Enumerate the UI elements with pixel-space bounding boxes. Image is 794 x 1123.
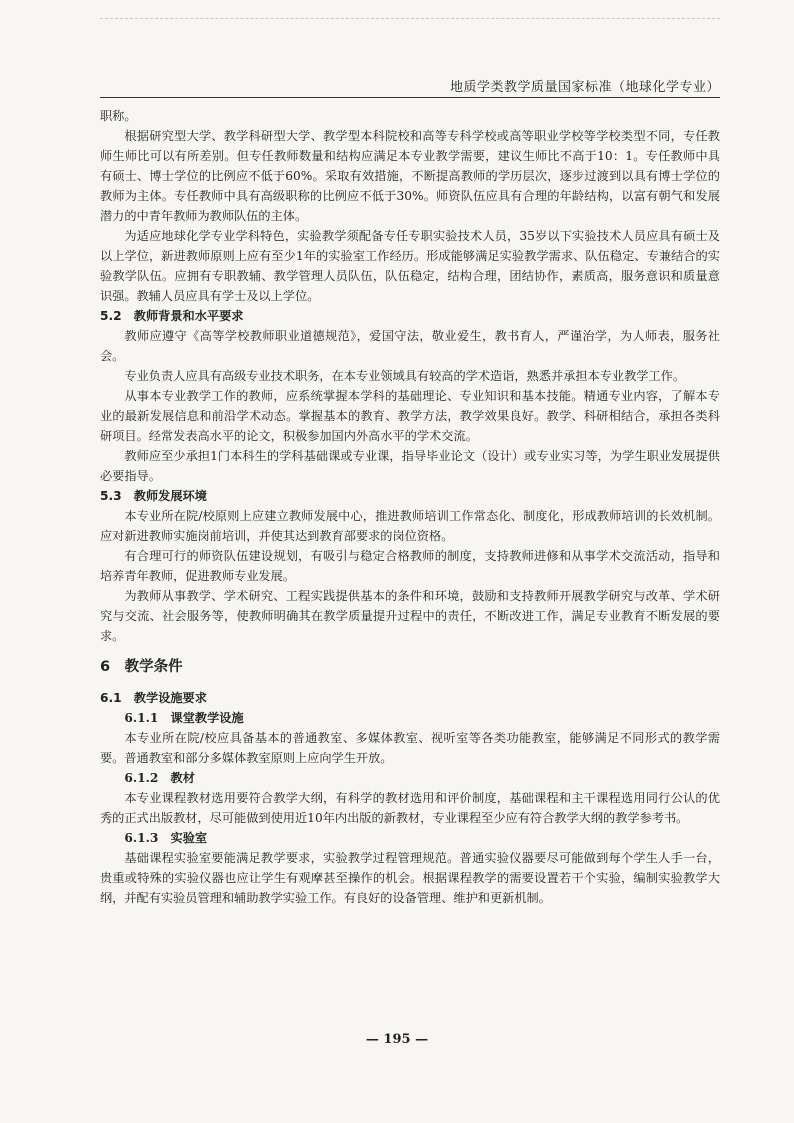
paragraph-teaching-duty: 教师应至少承担1门本科生的学科基础课或专业课，指导毕业论文（设计）或专业实习等，为学生职业发展提供必要指导。 xyxy=(100,449,720,483)
paragraph-ethics: 教师应遵守《高等学校教师职业道德规范》，爱国守法，敬业爱生，教书育人，严谨治学，为人师表，服务社会。 xyxy=(100,329,720,363)
heading-6-1: 6.1 教学设施要求 xyxy=(100,691,207,705)
heading-6: 6 教学条件 xyxy=(100,659,183,675)
heading-6-1-3: 6.1.3 实验室 xyxy=(124,831,208,845)
paragraph-program-lead: 专业负责人应具有高级专业技术职务，在本专业领域具有较高的学术造诣，熟悉并承担本专业教学工作。 xyxy=(124,369,686,383)
page-body xyxy=(100,106,720,908)
scan-artifact-line xyxy=(100,18,720,23)
paragraph-staff-plan: 有合理可行的师资队伍建设规划，有吸引与稳定合格教师的制度，支持教师进修和从事学术交流活动，指导和培养青年教师，促进教师专业发展。 xyxy=(100,549,720,583)
heading-6-1-2: 6.1.2 教材 xyxy=(124,771,195,785)
header-rule xyxy=(100,97,720,98)
paragraph-lab-staff: 为适应地球化学专业学科特色，实验教学须配备专任专职实验技术人员，35岁以下实验技术人员应具有硕士及以上学位，新进教师原则上应有至少1年的实验室工作经历。形成能够满足实验教学需求、队伍稳定、专兼结合的实验教学队伍。应拥有专职教辅、教学管理人员队伍，队伍稳定，结构合理，团结协作，素质高，服务意识和质量意识强。教辅人员应具有学士及以上学位。 xyxy=(100,229,720,303)
paragraph-student-teacher-ratio: 根据研究型大学、教学科研型大学、教学型本科院校和高等专科学校或高等职业学校等学校类型不同，专任教师生师比可以有所差别。但专任教师数量和结构应满足本专业教学需要，建议生师比不高于10：1。专任教师中具有硕士、博士学位的比例应不低于60%。采取有效措施，不断提高教师的学历层次，逐步过渡到以具有博士学位的教师为主体。专任教师中具有高级职称的比例应不低于30%。师资队伍应具有合理的年龄结构，以富有朝气和发展潜力的中青年教师为教师队伍的主体。 xyxy=(100,129,720,223)
heading-5-3: 5.3 教师发展环境 xyxy=(100,489,207,503)
paragraph-support: 为教师从事教学、学术研究、工程实践提供基本的条件和环境，鼓励和支持教师开展教学研究与改革、学术研究与交流、社会服务等，使教师明确其在教学质量提升过程中的责任，不断改进工作，满足专业教育不断发展的要求。 xyxy=(100,589,720,643)
paragraph-continuation: 职称。 xyxy=(100,109,137,123)
paragraph-laboratory: 基础课程实验室要能满足教学要求，实验教学过程管理规范。普通实验仪器要尽可能做到每个学生人手一台，贵重或特殊的实验仪器也应让学生有观摩甚至操作的机会。根据课程教学的需要设置若干个实验，编制实验教学大纲，并配有实验员管理和辅助教学实验工作。有良好的设备管理、维护和更新机制。 xyxy=(100,851,720,905)
paragraph-classrooms: 本专业所在院/校应具备基本的普通教室、多媒体教室、视听室等各类功能教室，能够满足不同形式的教学需要。普通教室和部分多媒体教室原则上应向学生开放。 xyxy=(100,731,720,765)
heading-6-1-1: 6.1.1 课堂教学设施 xyxy=(124,711,244,725)
running-header: 地质学类教学质量国家标准（地球化学专业） xyxy=(449,80,720,95)
paragraph-dev-center: 本专业所在院/校原则上应建立教师发展中心，推进教师培训工作常态化、制度化，形成教师培训的长效机制。应对新进教师实施岗前培训，并使其达到教育部要求的岗位资格。 xyxy=(100,509,720,543)
paragraph-teacher-skills: 从事本专业教学工作的教师，应系统掌握本学科的基础理论、专业知识和基本技能。精通专业内容，了解本专业的最新发展信息和前沿学术动态。掌握基本的教育、教学方法，教学效果良好。教学、科研相结合，承担各类科研项目。经常发表高水平的论文，积极参加国内外高水平的学术交流。 xyxy=(100,389,720,443)
page-number: — 195 — xyxy=(365,1032,429,1047)
paragraph-textbooks: 本专业课程教材选用要符合教学大纲，有科学的教材选用和评价制度，基础课程和主干课程选用同行公认的优秀的正式出版教材，尽可能做到使用近10年内出版的新教材，专业课程至少应有符合教学大纲的教学参考书。 xyxy=(100,791,720,825)
heading-5-2: 5.2 教师背景和水平要求 xyxy=(100,309,244,323)
